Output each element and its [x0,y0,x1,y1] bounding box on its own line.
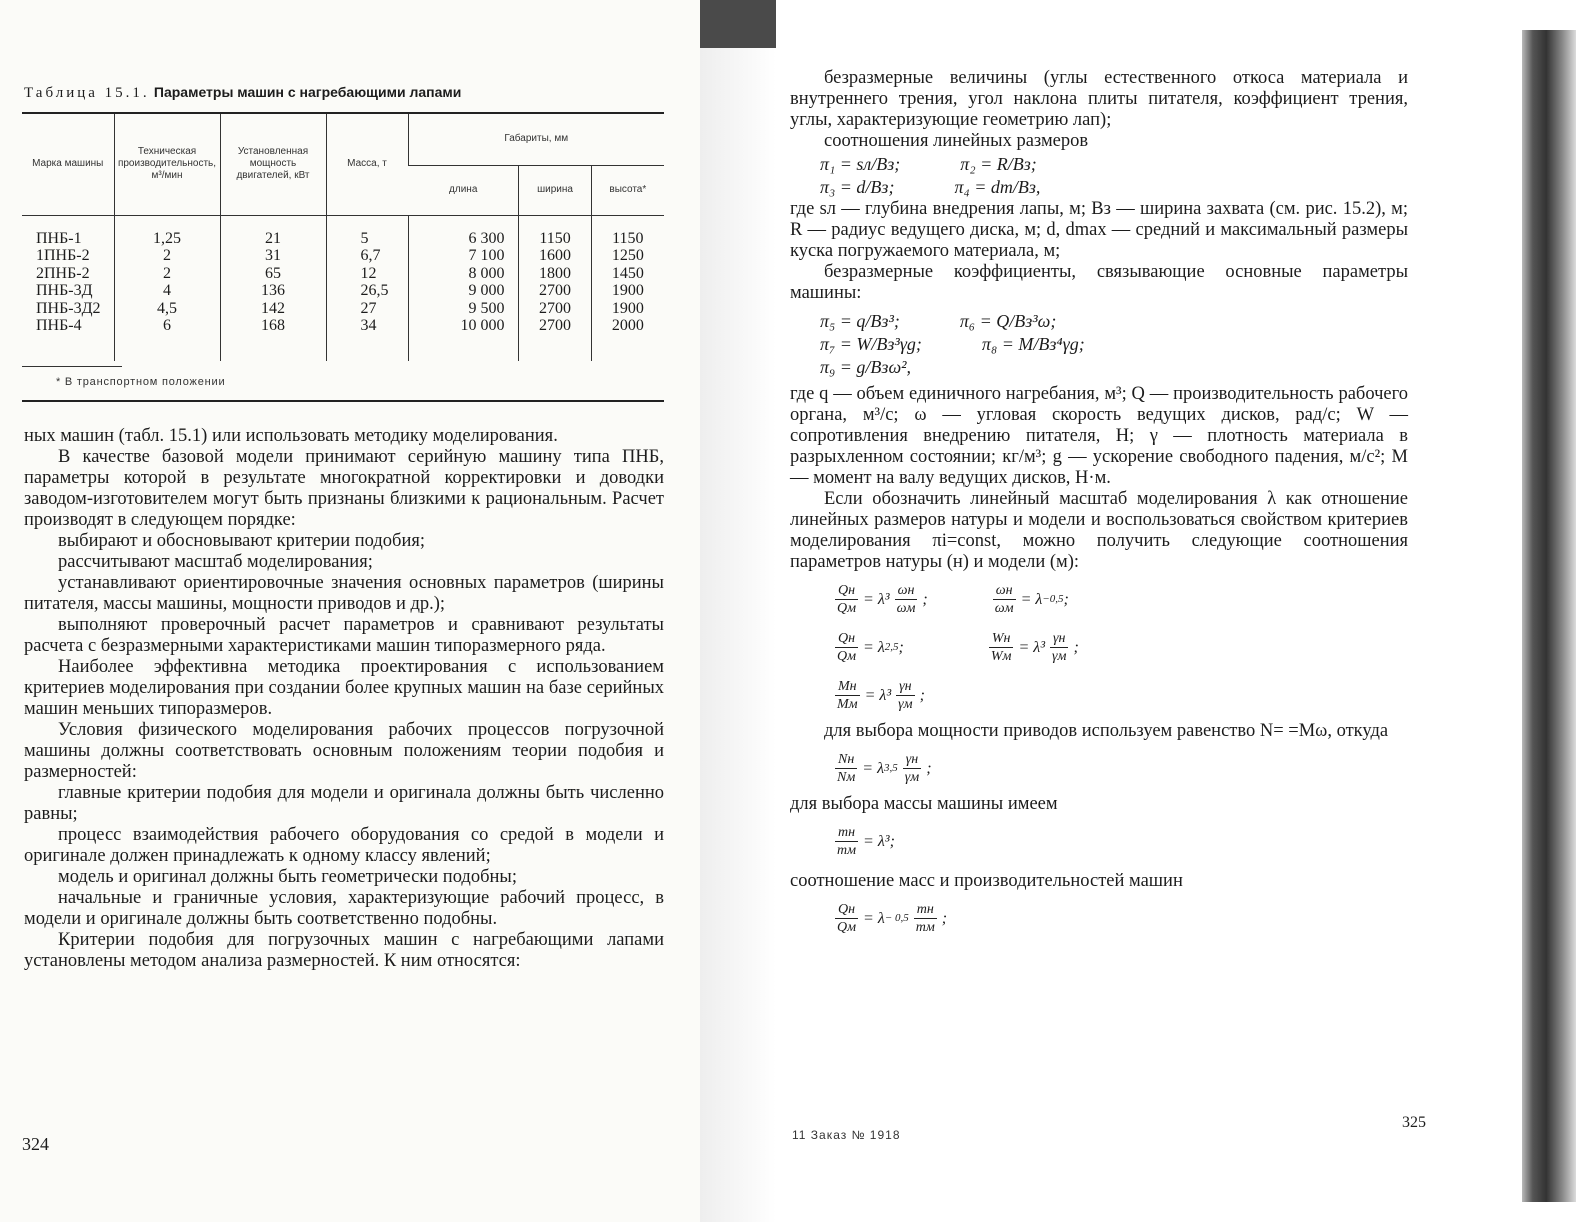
paragraph: Критерии подобия для погрузочных машин с нагребающими лапами установлены методом анализа размерностей. К ним относятся: [24,930,664,971]
list-item: рассчитывают масштаб моделирования; [58,552,373,572]
cell-power: 136 [220,282,326,300]
header-dimensions: Габариты, мм [408,113,664,165]
formula-line [790,153,1408,175]
formula-line [790,333,1408,355]
cell-model: ПНБ-1 [36,229,82,247]
left-body-text [24,426,664,972]
cell-width: 1800 [519,265,591,283]
paragraph: для выбора массы машины имеем [790,794,1058,814]
cell-length: 7 100 [408,247,519,265]
cell-power: 21 [220,215,326,247]
formula: π₇ = W/Bз³γg; [820,334,922,354]
paragraph: для выбора мощности приводов используем равенство N= =Mω, откуда [824,721,1389,741]
cell-height: 1150 [591,215,664,247]
cell-model: ПНБ-4 [36,317,82,334]
paragraph: Если обозначить линейный масштаб моделирования λ как отношение линейных размеров натуры и модели и воспользоваться свойством критериев моделирования πi=const, можно получить следующие соотношения параметров натуры (н) и модели (м): [790,489,1408,572]
formula-line [790,356,1408,378]
cell-power: 65 [220,265,326,283]
formula: π₁ = sл/Bз; [820,154,901,174]
table-bottom-rule [22,400,664,402]
paragraph: В качестве базовой модели принимают серийную машину типа ПНБ, параметры которой в результате многократной корректировки и доводки заводом-изготовителем могут быть признаны близкими к рациональным. Расчет производят в следующем порядке: [24,447,664,530]
list-item: начальные и граничные условия, характеризующие рабочий процесс, в модели и оригинале должны быть соответственно подобны. [24,888,664,929]
cell-mass: 26,5 [326,282,408,300]
cell-length: 9 000 [408,282,519,300]
table-row [22,265,664,283]
header-height: высота* [591,165,664,215]
equation: $\frac{Wн}{Wм}$ = λ³ $\frac{\gamma н}{\gamma м}$ ; [990,630,1079,664]
page-number-left: 324 [22,1134,49,1154]
cell-power: 142 [220,300,326,318]
table-row [22,282,664,300]
equation-row [790,625,1408,669]
formula: π₄ = dm/Bз, [954,177,1041,197]
list-item: устанавливают ориентировочные значения основных параметров (ширины питателя, массы машины, мощности приводов и др.); [24,573,664,614]
print-footer: 11 Заказ № 1918 [792,1128,901,1142]
equation: $\frac{\omega н}{\omega м}$ = λ −0,5 ; [988,582,1069,617]
cell-productivity: 2 [114,265,220,283]
table-caption-lead: Таблица 15.1. [24,85,150,101]
paragraph: безразмерные коэффициенты, связывающие основные параметры машины: [790,262,1408,303]
cell-width: 1600 [519,247,591,265]
page-edge-shadow [1522,30,1576,1202]
left-page [0,0,700,1222]
equation-row [790,673,1408,717]
cell-mass: 27 [326,300,408,318]
list-item: процесс взаимодействия рабочего оборудования со средой в модели и оригинале должен принадлежать к одному классу явлений; [24,825,664,866]
header-productivity: Техническая производительность, м³/мин [114,113,220,215]
paragraph: где sл — глубина внедрения лапы, м; Bз — ширина захвата (см. рис. 15.2), м; R — радиус ведущего диска, м; d, dmax — средний и максимальный размеры куска погружаемого материала, м; [790,199,1408,261]
equation-row [790,746,1408,790]
list-item: выполняют проверочный расчет параметров и сравнивают результаты расчета с безразмерными характеристиками машин типоразмерного ряда. [24,615,664,656]
table-row [22,317,664,361]
parameters-table [22,112,664,361]
cell-model: ПНБ-3Д2 [36,299,101,317]
formula: π₉ = g/Bзω², [820,357,912,377]
equation-row [790,896,1408,940]
cell-productivity: 6 [114,317,220,361]
equation: $\frac{Qн}{Qм}$ = λ 2,5 ; [830,630,904,665]
header-mass: Масса, т [326,113,408,215]
cell-productivity: 2 [114,247,220,265]
cell-model: 1ПНБ-2 [36,247,90,264]
right-page [700,0,1576,1222]
paragraph: Наиболее эффективна методика проектирования с использованием критериев моделирования при создании более крупных машин на базе серийных машин меньших типоразмеров. [24,657,664,719]
equation-row [790,577,1408,621]
cell-model: 2ПНБ-2 [36,264,90,282]
formula: π₃ = d/Bз; [820,177,895,197]
equation: $\frac{Qн}{Qм}$ = λ − 0,5 $\frac{mн}{mм}$ ; [830,901,947,936]
equation: $\frac{Mн}{Mм}$ = λ³ $\frac{\gamma н}{\gamma м}$ ; [837,678,925,712]
cell-mass: 12 [326,265,408,283]
equation: $\frac{Nн}{Nм}$ = λ 3,5 $\frac{\gamma н}{\gamma м}$ ; [830,751,932,786]
cell-mass: 5 [326,215,408,247]
table-footnote: * В транспортном положении [56,376,226,388]
gutter-fade [700,48,776,1222]
paragraph: соотношение масс и производительностей машин [790,871,1183,891]
spine-shadow [700,0,776,48]
cell-width: 1150 [519,215,591,247]
paragraph: соотношения линейных размеров [824,131,1089,151]
table-row [22,215,664,247]
paragraph: Условия физического моделирования рабочих процессов погрузочной машины должны соответствовать основным положениям теории подобия и размерностей: [24,720,664,782]
cell-height: 1450 [591,265,664,283]
cell-power: 168 [220,317,326,361]
cell-length: 10 000 [408,317,519,361]
cell-power: 31 [220,247,326,265]
cell-productivity: 1,25 [114,215,220,247]
cell-width: 2700 [519,317,591,361]
formula: π₈ = M/Bз⁴γg; [981,334,1085,354]
header-length: длина [408,165,519,215]
footnote-rule [22,366,122,367]
cell-productivity: 4 [114,282,220,300]
header-width: ширина [519,165,591,215]
table-row [22,247,664,265]
formula: π₂ = R/Bз; [960,154,1037,174]
list-item: модель и оригинал должны быть геометрически подобны; [58,867,517,887]
paragraph: где q — объем единичного нагребания, м³; Q — производительность рабочего органа, м³/с; ω — угловая скорость ведущих дисков, рад/с; W — сопротивления внедрению питателя, Н; γ — плотность материала в разрыхленном состоянии; кг/м³; g — ускорение свободного падения, м/с²; M — момент на валу ведущих дисков, Н·м. [790,384,1408,488]
equation: $\frac{mн}{mм}$ = λ³; [830,824,895,859]
paragraph: безразмерные величины (углы естественного откоса материала и внутреннего трения, угол наклона плиты питателя, коэффициент трения, углы, характеризующие геометрию лап); [790,68,1408,130]
formula-line [790,176,1408,198]
cell-height: 1900 [591,282,664,300]
cell-height: 1250 [591,247,664,265]
cell-productivity: 4,5 [114,300,220,318]
table-caption [24,84,664,102]
cell-height: 2000 [591,317,664,361]
table-caption-title: Параметры машин с нагребающими лапами [153,84,462,100]
list-item: главные критерии подобия для модели и оригинала должны быть численно равны; [24,783,664,824]
cell-length: 8 000 [408,265,519,283]
cell-width: 2700 [519,300,591,318]
equation-row [790,819,1408,863]
cell-width: 2700 [519,282,591,300]
cell-height: 1900 [591,300,664,318]
header-power: Установленная мощность двигателей, кВт [220,113,326,215]
page-number-right: 325 [1402,1114,1426,1131]
cell-model: ПНБ-3Д [36,282,93,299]
paragraph: ных машин (табл. 15.1) или использовать методику моделирования. [24,426,558,446]
formula-line [790,310,1408,332]
table-row [22,300,664,318]
cell-length: 9 500 [408,300,519,318]
equation: $\frac{Qн}{Qм}$ = λ³ $\frac{\omega н}{\omega м}$ ; [830,582,928,617]
cell-length: 6 300 [408,215,519,247]
list-item: выбирают и обосновывают критерии подобия; [58,531,425,551]
cell-mass: 34 [326,317,408,361]
header-model: Марка машины [22,113,114,215]
cell-mass: 6,7 [326,247,408,265]
right-body-text [790,68,1408,944]
formula: π₅ = q/Bз³; [820,311,900,331]
formula: π₆ = Q/Bз³ω; [959,311,1057,331]
